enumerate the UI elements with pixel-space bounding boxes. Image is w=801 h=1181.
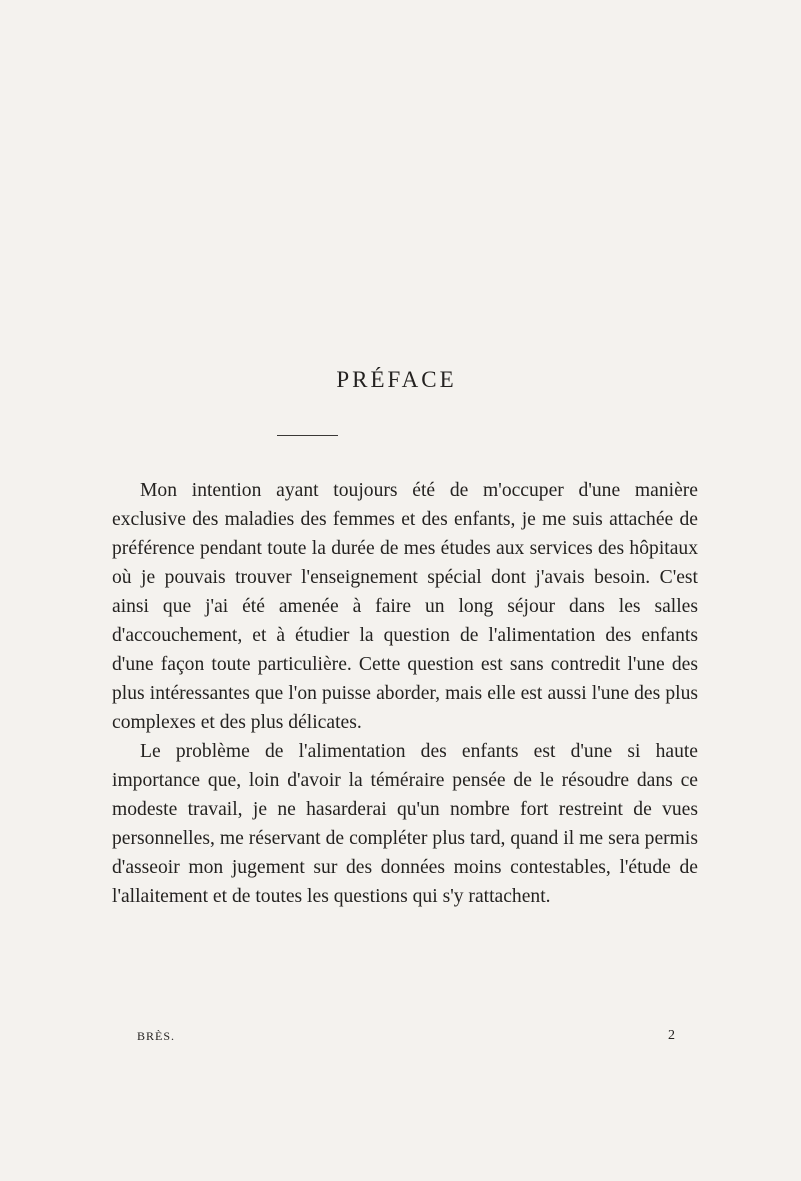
paragraph-2: Le problème de l'alimentation des enfants est d'une si haute importance que, loin d'avoir la téméraire pensée de le résoudre dans ce modeste travail, je ne hasarderai qu'un nombre fort restreint de vues personnelles, me réservant de compléter plus tard, quand il me sera permis d'asseoir mon jugement sur des données moins contestables, l'étude de l'allaitement et de toutes les questions qui s'y rattachent. — [112, 741, 698, 907]
preface-body — [112, 476, 698, 911]
page-title: PRÉFACE — [336, 367, 457, 392]
title-rule — [277, 435, 338, 436]
sheet-number: 2 — [668, 1028, 675, 1043]
paragraph-1: Mon intention ayant toujours été de m'occuper d'une manière exclusive des maladies des femmes et des enfants, je me suis attachée de préférence pendant toute la durée de mes études aux services des hôpitaux où je pouvais trouver l'enseignement spécial dont j'avais besoin. C'est ainsi que j'ai été amenée à faire un long séjour dans les salles d'accouchement, et à étudier la question de l'alimentation des enfants d'une façon toute particulière. Cette question est sans contredit l'une des plus intéressantes que l'on puisse aborder, mais elle est aussi l'une des plus complexes et des plus délicates. — [112, 480, 698, 733]
signature-mark: BRÈS. — [137, 1029, 176, 1043]
